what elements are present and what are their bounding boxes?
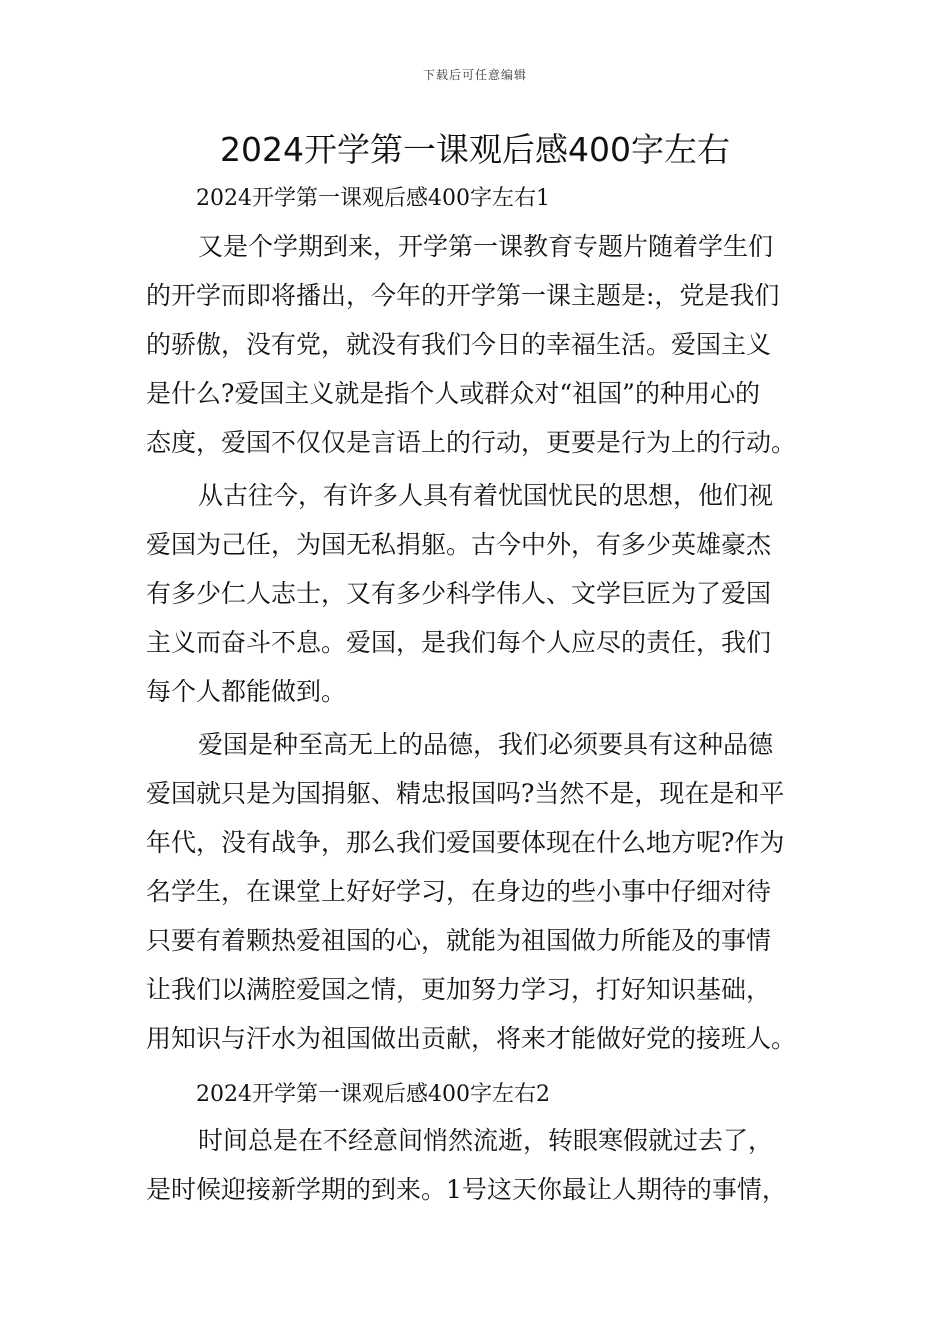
section-heading: 2024开学第一课观后感400字左右1 [196,186,550,211]
paragraph-line: 从古往今，有许多人具有着忧国忧民的思想，他们视 [198,481,774,510]
paragraph-line: 爱国就只是为国捐躯、精忠报国吗?当然不是，现在是和平 [146,779,785,808]
paragraph-line: 名学生，在课堂上好好学习，在身边的些小事中仔细对待 [146,877,772,906]
paragraph-line: 又是个学期到来，开学第一课教育专题片随着学生们 [198,232,774,261]
paragraph-line: 让我们以满腔爱国之情，更加努力学习，打好知识基础， [146,975,772,1004]
paragraph-line: 有多少仁人志士，又有多少科学伟人、文学巨匠为了爱国 [146,579,772,608]
paragraph-line: 主义而奋斗不息。爱国，是我们每个人应尽的责任，我们 [146,628,772,657]
section-heading: 2024开学第一课观后感400字左右2 [196,1082,550,1107]
paragraph-line: 只要有着颗热爱祖国的心，就能为祖国做力所能及的事情 [146,926,772,955]
paragraph-line: 爱国是种至高无上的品德，我们必须要具有这种品德 [198,730,774,759]
paragraph-line: 每个人都能做到。 [146,677,347,706]
paragraph-line: 是什么?爱国主义就是指个人或群众对“祖国”的种用心的 [146,379,760,408]
header-note: 下载后可任意编辑 [422,68,527,82]
document-title: 2024开学第一课观后感400字左右 [220,130,730,169]
paragraph-line: 爱国为己任，为国无私捐躯。古今中外，有多少英雄豪杰 [146,530,772,559]
paragraph-line: 年代，没有战争，那么我们爱国要体现在什么地方呢?作为 [146,828,785,857]
paragraph-line: 的开学而即将播出，今年的开学第一课主题是:，党是我们 [146,281,780,310]
paragraph-line: 态度，爱国不仅仅是言语上的行动，更要是行为上的行动。 [146,428,797,457]
paragraph-line: 用知识与汗水为祖国做出贡献，将来才能做好党的接班人。 [146,1024,797,1053]
paragraph-line: 的骄傲，没有党，就没有我们今日的幸福生活。爱国主义 [146,330,772,359]
paragraph-line: 时间总是在不经意间悄然流逝，转眼寒假就过去了， [198,1126,774,1155]
paragraph-line: 是时候迎接新学期的到来。1号这天你最让人期待的事情， [146,1175,787,1204]
